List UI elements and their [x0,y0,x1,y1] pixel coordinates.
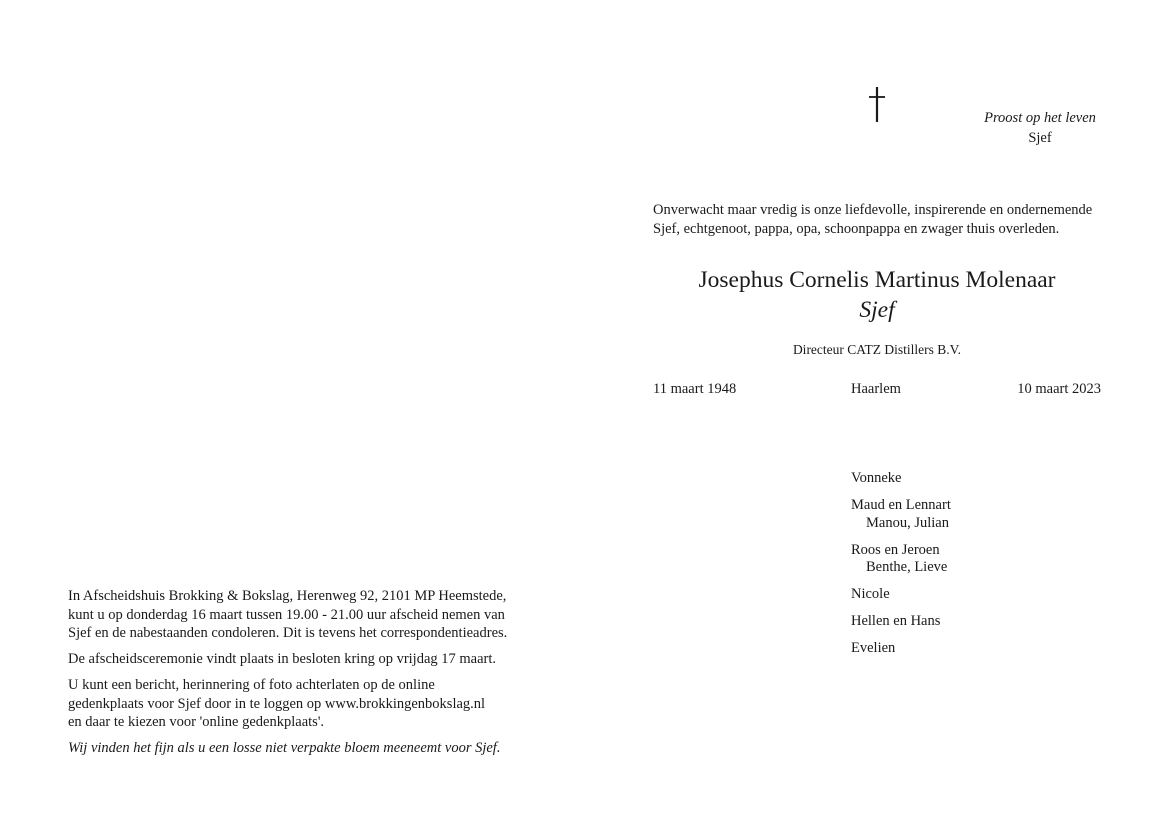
deceased-nickname: Sjef [859,297,895,323]
practical-info [68,587,538,765]
family-group [851,586,1111,604]
life-dates [653,379,1101,399]
motto-name: Sjef [1028,130,1052,146]
motto-quote: Proost op het leven [984,110,1096,126]
flowers-line: Wij vinden het fijn als u een losse niet verpakte bloem meeneemt voor Sjef. [68,740,501,756]
visitation-line: kunt u op donderdag 16 maart tussen 19.00 - 21.00 uur afscheid nemen van [68,606,505,623]
family-member: Roos en Jeroen [851,541,940,558]
birth-date: 11 maart 1948 [653,381,737,397]
visitation-paragraph [68,587,538,643]
online-line: gedenkplaats voor Sjef door in te loggen op www.brokkingenbokslag.nl [68,695,486,712]
announcement-line: Onverwacht maar vredig is onze liefdevolle, inspirerende en ondernemende [653,202,1093,218]
family-member: Evelien [851,640,896,656]
ceremony-paragraph [68,650,538,669]
family-group [851,613,1111,631]
grandchildren: Benthe, Lieve [866,559,948,575]
family-group [851,497,1111,532]
place: Haarlem [851,381,901,397]
family-member: Vonneke [851,470,902,486]
death-date: 10 maart 2023 [1017,381,1101,397]
ceremony-line: De afscheidsceremonie vindt plaats in besloten kring op vrijdag 17 maart. [68,651,497,667]
grandchildren: Manou, Julian [866,514,949,531]
visitation-line: Sjef en de nabestaanden condoleren. Dit is tevens het correspondentieadres. [68,625,508,641]
online-paragraph [68,676,538,732]
family-member: Nicole [851,586,890,602]
visitation-line: In Afscheidshuis Brokking & Bokslag, Herenweg 92, 2101 MP Heemstede, [68,588,507,604]
announcement-text [653,201,1113,238]
motto [960,108,1120,148]
announcement-line: Sjef, echtgenoot, pappa, opa, schoonpappa en zwager thuis overleden. [653,220,1060,237]
deceased-full-name: Josephus Cornelis Martinus Molenaar [698,267,1056,293]
family-group [851,542,1111,577]
online-line: U kunt een bericht, herinnering of foto achterlaten op de online [68,677,435,693]
flowers-paragraph [68,739,538,758]
family-group [851,470,1111,488]
family-member: Hellen en Hans [851,613,941,629]
family-list [851,470,1111,667]
cross-icon [866,84,888,124]
deceased-role: Directeur CATZ Distillers B.V. [792,342,962,357]
online-line: en daar te kiezen voor 'online gedenkplaats'. [68,714,325,730]
family-member: Maud en Lennart [851,497,951,513]
family-group [851,640,1111,658]
